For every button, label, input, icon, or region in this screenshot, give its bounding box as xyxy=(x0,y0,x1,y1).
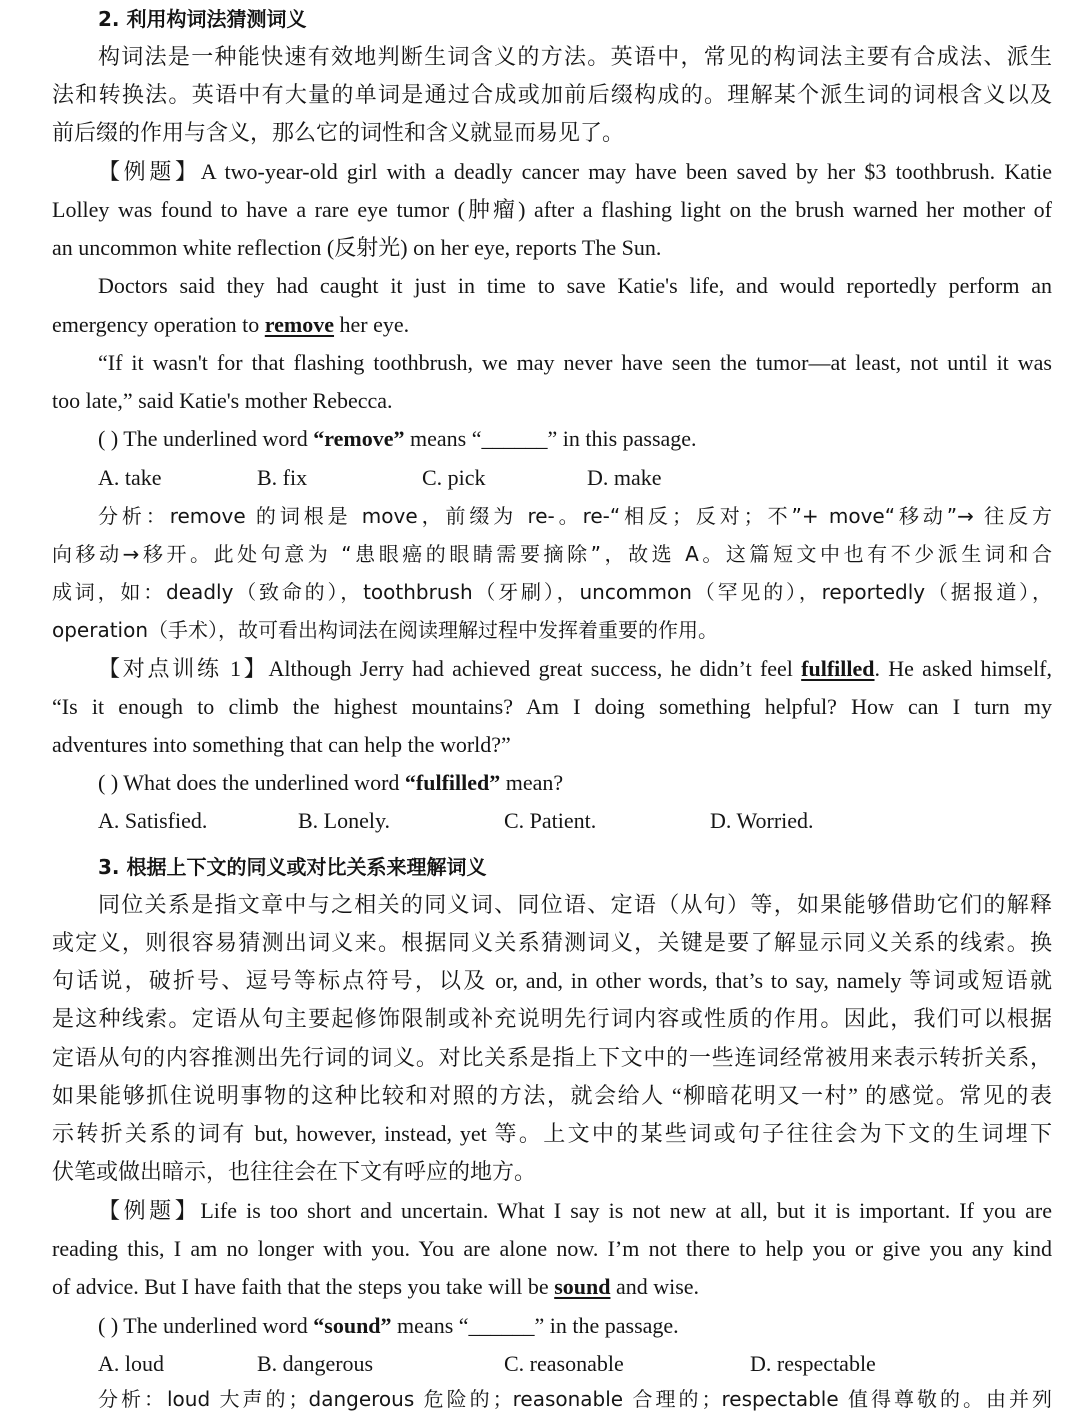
question-word: “remove” xyxy=(313,426,405,451)
option-b: B. fix xyxy=(257,465,308,490)
question-word: “sound” xyxy=(313,1313,392,1338)
analysis-line: 成词，如：deadly（致命的），toothbrush（牙刷），uncommon（罕见的），reportedly（据报道）， xyxy=(52,580,1052,604)
underlined-word: fulfilled xyxy=(801,656,875,681)
analysis-line: 分析：remove 的词根是 move，前缀为 re-。re-“相反；反对；不”+ move“移动”→ 往反方 xyxy=(98,504,1052,528)
option-c: C. Patient. xyxy=(504,808,597,833)
analysis-line: 分析：loud 大声的；dangerous 危险的；reasonable 合理的；respectable 值得尊敬的。由并列 xyxy=(98,1387,1052,1411)
example-line: reading this, I am no longer with you. You are alone now. I’m not there to help you or give you any kind xyxy=(52,1236,1052,1261)
paragraph-line: 定语从句的内容推测出先行词的词义。对比关系是指上下文中的一些连词经常被用来表示转折关系， xyxy=(52,1045,1052,1070)
option-c: C. reasonable xyxy=(504,1351,624,1376)
paragraph-line: 法和转换法。英语中有大量的单词是通过合成或加前后缀构成的。理解某个派生词的词根含义以及 xyxy=(52,82,1052,107)
paragraph-line: 同位关系是指文章中与之相关的同义词、同位语、定语（从句）等，如果能够借助它们的解释 xyxy=(98,892,1052,917)
question-line xyxy=(52,764,1052,802)
question-text: ( ) The underlined word xyxy=(98,426,314,451)
practice-line: “Is it enough to climb the highest mountains? Am I doing something helpful? How can I turn my xyxy=(52,694,1052,719)
text-run: emergency operation to xyxy=(52,312,265,337)
option-b: B. Lonely. xyxy=(298,808,391,833)
example-line xyxy=(52,1268,1052,1306)
section-heading: 2. 利用构词法猜测词义 xyxy=(98,7,307,31)
text-run: 【对点训练 1】Although Jerry had achieved great success, he didn’t feel xyxy=(98,656,802,681)
question-line xyxy=(52,420,1052,458)
practice-line: adventures into something that can help the world?” xyxy=(52,732,511,757)
quote-line: too late,” said Katie's mother Rebecca. xyxy=(52,388,393,413)
option-c: C. pick xyxy=(422,465,486,490)
paragraph-line: 前后缀的作用与含义，那么它的词性和含义就显而易见了。 xyxy=(52,120,625,145)
options-row xyxy=(52,802,1052,840)
example-line: Lolley was found to have a rare eye tumor (肿瘤) after a flashing light on the brush warned her mother of xyxy=(52,197,1052,222)
paragraph-line: 句话说，破折号、逗号等标点符号，以及 or, and, in other words, that’s to say, namely 等词或短语就 xyxy=(52,968,1052,993)
underlined-word: remove xyxy=(264,312,335,337)
question-text: ( ) The underlined word xyxy=(98,1313,314,1338)
example-line: 【例题】A two-year-old girl with a deadly cancer may have been saved by her $3 toothbrush. Katie xyxy=(98,159,1052,184)
option-a: A. loud xyxy=(98,1351,164,1376)
text-run: her eye. xyxy=(334,312,410,337)
text-run: of advice. But I have faith that the steps you take will be xyxy=(52,1274,555,1299)
options-row xyxy=(52,459,1052,497)
option-d: D. make xyxy=(587,465,662,490)
paragraph-line: 是这种线索。定语从句主要起修饰限制或补充说明先行词内容或性质的作用。因此，我们可以根据 xyxy=(52,1006,1052,1031)
example-line: Doctors said they had caught it just in time to save Katie's life, and would reportedly perform an xyxy=(98,273,1052,298)
text-run: and wise. xyxy=(610,1274,700,1299)
question-word: “fulfilled” xyxy=(404,770,501,795)
option-d: D. respectable xyxy=(750,1351,876,1376)
option-a: A. Satisfied. xyxy=(98,808,208,833)
option-d: D. Worried. xyxy=(710,808,814,833)
text-run: . He asked himself, xyxy=(874,656,1053,681)
quote-line: “If it wasn't for that flashing toothbrush, we may never have seen the tumor—at least, not until it was xyxy=(98,350,1052,375)
option-b: B. dangerous xyxy=(257,1351,374,1376)
section-heading: 3. 根据上下文的同义或对比关系来理解词义 xyxy=(98,855,487,879)
question-text: ( ) What does the underlined word xyxy=(98,770,405,795)
paragraph-line: 如果能够抓住说明事物的这种比较和对照的方法，就会给人 “柳暗花明又一村” 的感觉。常见的表 xyxy=(52,1083,1052,1108)
question-line xyxy=(52,1307,1052,1345)
example-line: an uncommon white reflection (反射光) on her eye, reports The Sun. xyxy=(52,235,662,260)
option-a: A. take xyxy=(98,465,162,490)
analysis-line: 向移动→移开。此处句意为 “患眼癌的眼睛需要摘除”，故选 A。这篇短文中也有不少派生词和合 xyxy=(52,542,1052,566)
paragraph-line: 伏笔或做出暗示，也往往会在下文有呼应的地方。 xyxy=(52,1159,537,1184)
options-row xyxy=(52,1345,1052,1383)
practice-line xyxy=(52,650,1052,688)
underlined-word: sound xyxy=(554,1274,611,1299)
question-text: means “______” in this passage. xyxy=(404,426,697,451)
example-line xyxy=(52,306,1052,344)
paragraph-line: 构词法是一种能快速有效地判断生词含义的方法。英语中，常见的构词法主要有合成法、派生 xyxy=(98,44,1052,69)
question-text: means “______” in the passage. xyxy=(391,1313,679,1338)
example-line: 【例题】Life is too short and uncertain. What I say is not new at all, but it is important. If you are xyxy=(98,1198,1052,1223)
analysis-line: operation（手术），故可看出构词法在阅读理解过程中发挥着重要的作用。 xyxy=(52,618,719,642)
paragraph-line: 示转折关系的词有 but, however, instead, yet 等。上文中的某些词或句子往往会为下文的生词埋下 xyxy=(52,1121,1052,1146)
paragraph-line: 或定义，则很容易猜测出词义来。根据同义关系猜测词义，关键是要了解显示同义关系的线索。换 xyxy=(52,930,1052,955)
question-text: mean? xyxy=(500,770,564,795)
